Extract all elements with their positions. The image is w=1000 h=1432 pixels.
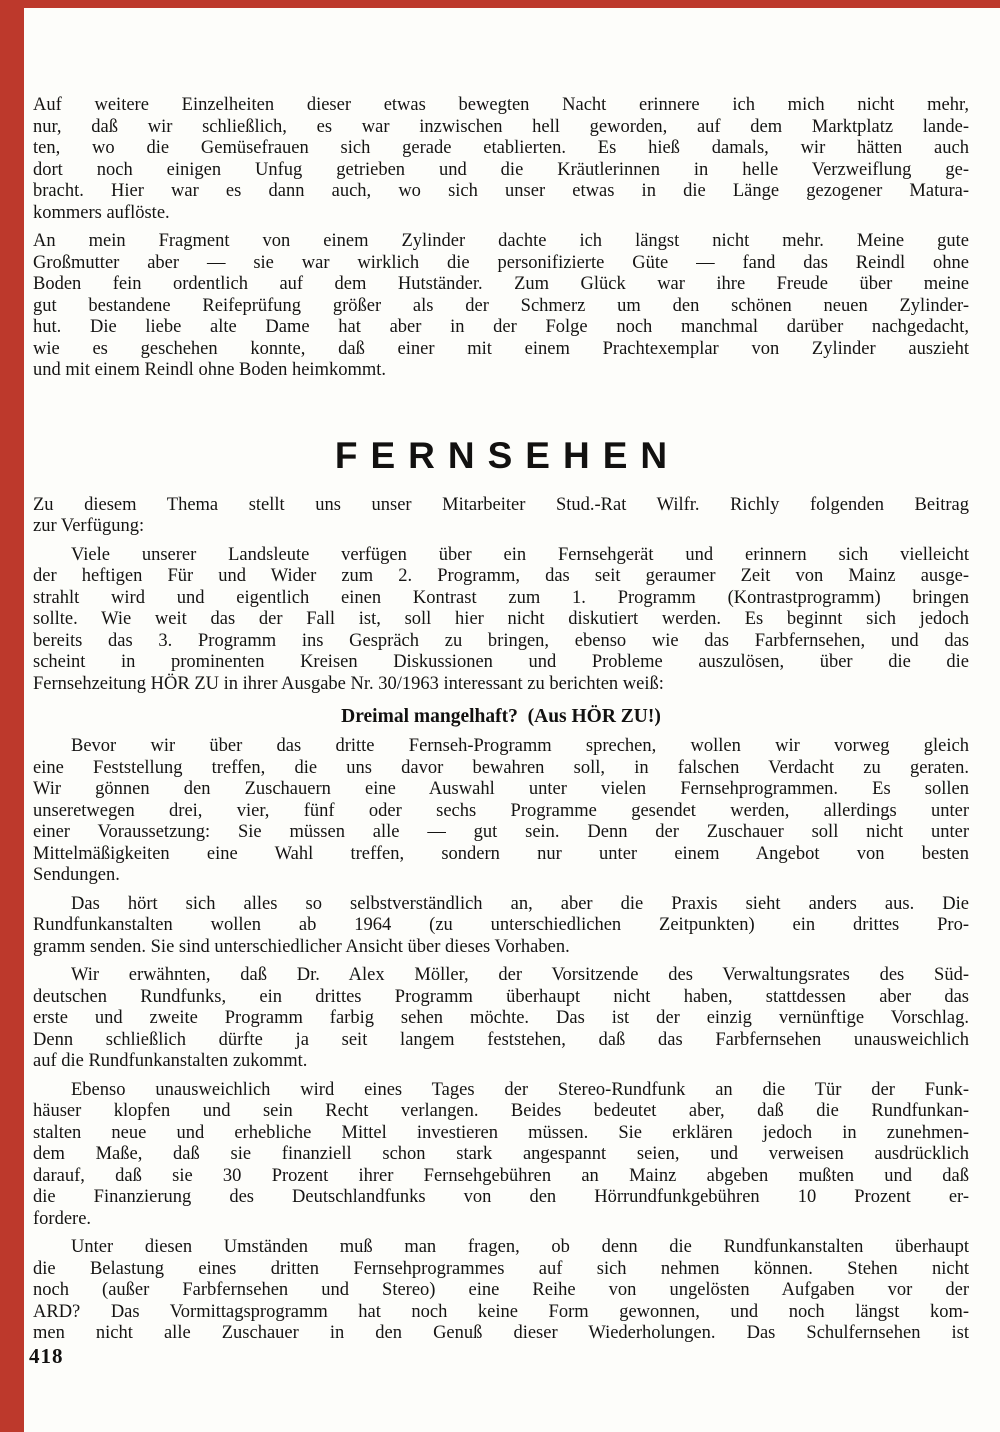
paragraph-line: Wir gönnen den Zuschauern eine Auswahl unter vielen Fernsehprogrammen. Es sollen: [33, 779, 969, 799]
paragraph: [33, 1237, 969, 1345]
paragraph: [33, 965, 969, 1073]
paragraph-line: die Belastung eines dritten Fernsehprogrammes auf sich nehmen können. Stehen nicht: [33, 1258, 969, 1279]
paragraph-line: nur, daß wir schließlich, es war inzwischen hell geworden, auf dem Marktplatz lande-: [33, 116, 969, 137]
paragraph-line: die Finanzierung des Deutschlandfunks von den Hörrundfunkgebühren 10 Prozent er-: [33, 1187, 969, 1207]
paragraph-line: dort noch einigen Unfug getrieben und die Kräutlerinnen in helle Verzweiflung ge-: [33, 159, 969, 180]
paragraph-line: wie es geschehen konnte, daß einer mit einem Prachtexemplar von Zylinder auszieht: [33, 338, 969, 359]
paragraph-line: Rundfunkanstalten wollen ab 1964 (zu unterschiedlichen Zeitpunkten) ein drittes Pro-: [33, 915, 969, 935]
paragraph: [33, 1080, 969, 1231]
paragraph-line: strahlt wird und eigentlich einen Kontrast zum 1. Programm (Kontrastprogramm) bringen: [33, 587, 969, 608]
article-subheading: Dreimal mangelhaft? (Aus HÖR ZU!): [341, 706, 661, 727]
paragraph-line: und mit einem Reindl ohne Boden heimkommt.: [33, 360, 386, 380]
paragraph-line: auf die Rundfunkanstalten zukommt.: [33, 1051, 308, 1071]
paragraph-line: häuser klopfen und sein Recht verlangen. Beides bedeutet aber, daß die Rundfunkan-: [33, 1101, 969, 1121]
paragraph: [33, 894, 969, 959]
paragraph-line: Das hört sich alles so selbstverständlich an, aber die Praxis sieht anders aus. Die: [71, 893, 969, 914]
paragraph-line: fordere.: [33, 1208, 92, 1229]
paragraph-line: Zu diesem Thema stellt uns unser Mitarbeiter Stud.-Rat Wilfr. Richly folgenden Beitrag: [33, 494, 969, 515]
paragraph: [33, 495, 969, 538]
paragraph-line: Fernsehzeitung HÖR ZU in ihrer Ausgabe Nr. 30/1963 interessant zu berichten weiß:: [33, 673, 664, 694]
paragraph: [33, 231, 969, 382]
paragraph-line: bereits das 3. Programm ins Gespräch zu bringen, ebenso wie das Farbfernsehen, und das: [33, 630, 969, 651]
paragraph-line: Boden fein ordentlich auf dem Hutständer. Zum Glück war ihre Freude über meine: [33, 274, 969, 294]
paragraph-line: Ebenso unausweichlich wird eines Tages der Stereo-Rundfunk an die Tür der Funk-: [71, 1079, 969, 1100]
paragraph-line: unseretwegen drei, vier, fünf oder sechs Programme gesendet werden, allerdings unter: [33, 800, 969, 821]
red-cover-edge-top: [0, 0, 1000, 8]
paragraph-line: dem Maße, daß sie finanziell schon stark angespannt seien, und verweisen ausdrücklich: [33, 1144, 969, 1164]
paragraph: [33, 545, 969, 696]
paragraph-line: eine Feststellung treffen, die uns davor bewahren soll, in falschen Verdacht zu geraten.: [33, 757, 969, 778]
article-headline: FERNSEHEN: [334, 434, 681, 476]
paragraph-line: noch (außer Farbfernsehen und Stereo) eine Reihe von ungelösten Aufgaben vor der: [33, 1280, 969, 1300]
paragraph-line: Mittelmäßigkeiten eine Wahl treffen, sondern nur unter einem Angebot von besten: [33, 843, 969, 864]
paragraph-line: kommers auflöste.: [33, 202, 170, 223]
paragraph: [33, 95, 969, 224]
page-content: [33, 95, 969, 1345]
paragraph-line: darauf, daß sie 30 Prozent ihrer Fernsehgebühren an Mainz abgeben mußten und daß: [33, 1165, 969, 1186]
paragraph-line: Großmutter aber — sie war wirklich die personifizierte Güte — fand das Reindl ohne: [33, 252, 969, 273]
paragraph-line: Denn schließlich dürfte ja seit langem feststehen, daß das Farbfernsehen unausweichlich: [33, 1029, 969, 1050]
paragraph-line: gut bestandene Reifeprüfung größer als der Schmerz um den schönen neuen Zylinder-: [33, 295, 969, 316]
paragraph-line: scheint in prominenten Kreisen Diskussionen und Probleme auszulösen, über die die: [33, 652, 969, 672]
paragraph-line: der heftigen Für und Wider zum 2. Programm, das seit geraumer Zeit von Mainz ausge-: [33, 566, 969, 586]
paragraph-line: zur Verfügung:: [33, 516, 145, 536]
paragraph-line: Auf weitere Einzelheiten dieser etwas bewegten Nacht erinnere ich mich nicht mehr,: [33, 95, 969, 115]
paragraph-line: sollte. Wie weit das der Fall ist, soll hier nicht diskutiert werden. Es beginnt sich jedoch: [33, 609, 969, 629]
paragraph-line: hut. Die liebe alte Dame hat aber in der Folge noch manchmal darüber nachgedacht,: [33, 317, 969, 337]
paragraph: [33, 736, 969, 887]
page-number: 418: [29, 1344, 64, 1368]
paragraph-line: Unter diesen Umständen muß man fragen, ob denn die Rundfunkanstalten überhaupt: [71, 1237, 969, 1257]
paragraph-line: deutschen Rundfunks, ein drittes Programm überhaupt nicht haben, stattdessen aber das: [33, 986, 969, 1007]
paragraph-line: Viele unserer Landsleute verfügen über ein Fernsehgerät und erinnern sich vielleicht: [71, 544, 969, 565]
paragraph-line: erste und zweite Programm farbig sehen möchte. Das ist der einzig vernünftige Vorschlag.: [33, 1008, 969, 1028]
paragraph-line: stalten neue und erhebliche Mittel investieren müssen. Sie erklären jedoch in zunehmen-: [33, 1122, 969, 1143]
paragraph-line: ARD? Das Vormittagsprogramm hat noch keine Form gewonnen, und noch längst kom-: [33, 1301, 969, 1322]
paragraph-line: men nicht alle Zuschauer in den Genuß dieser Wiederholungen. Das Schulfernsehen ist: [33, 1323, 969, 1343]
paragraph-line: Wir erwähnten, daß Dr. Alex Möller, der Vorsitzende des Verwaltungsrates des Süd-: [71, 965, 969, 985]
paragraph-line: bracht. Hier war es dann auch, wo sich unser etwas in die Länge gezogener Matura-: [33, 181, 969, 201]
paragraph-line: Bevor wir über das dritte Fernseh-Programm sprechen, wollen wir vorweg gleich: [71, 736, 969, 756]
red-cover-edge-left: [0, 0, 24, 1432]
paragraph-line: An mein Fragment von einem Zylinder dachte ich längst nicht mehr. Meine gute: [33, 231, 969, 251]
paragraph-line: ten, wo die Gemüsefrauen sich gerade etablierten. Es hieß damals, wir hätten auch: [33, 138, 969, 158]
paragraph-line: einer Voraussetzung: Sie müssen alle — gut sein. Denn der Zuschauer soll nicht unter: [33, 822, 969, 842]
paragraph-line: Sendungen.: [33, 865, 120, 885]
paragraph-line: gramm senden. Sie sind unterschiedlicher Ansicht über dieses Vorhaben.: [33, 936, 570, 957]
